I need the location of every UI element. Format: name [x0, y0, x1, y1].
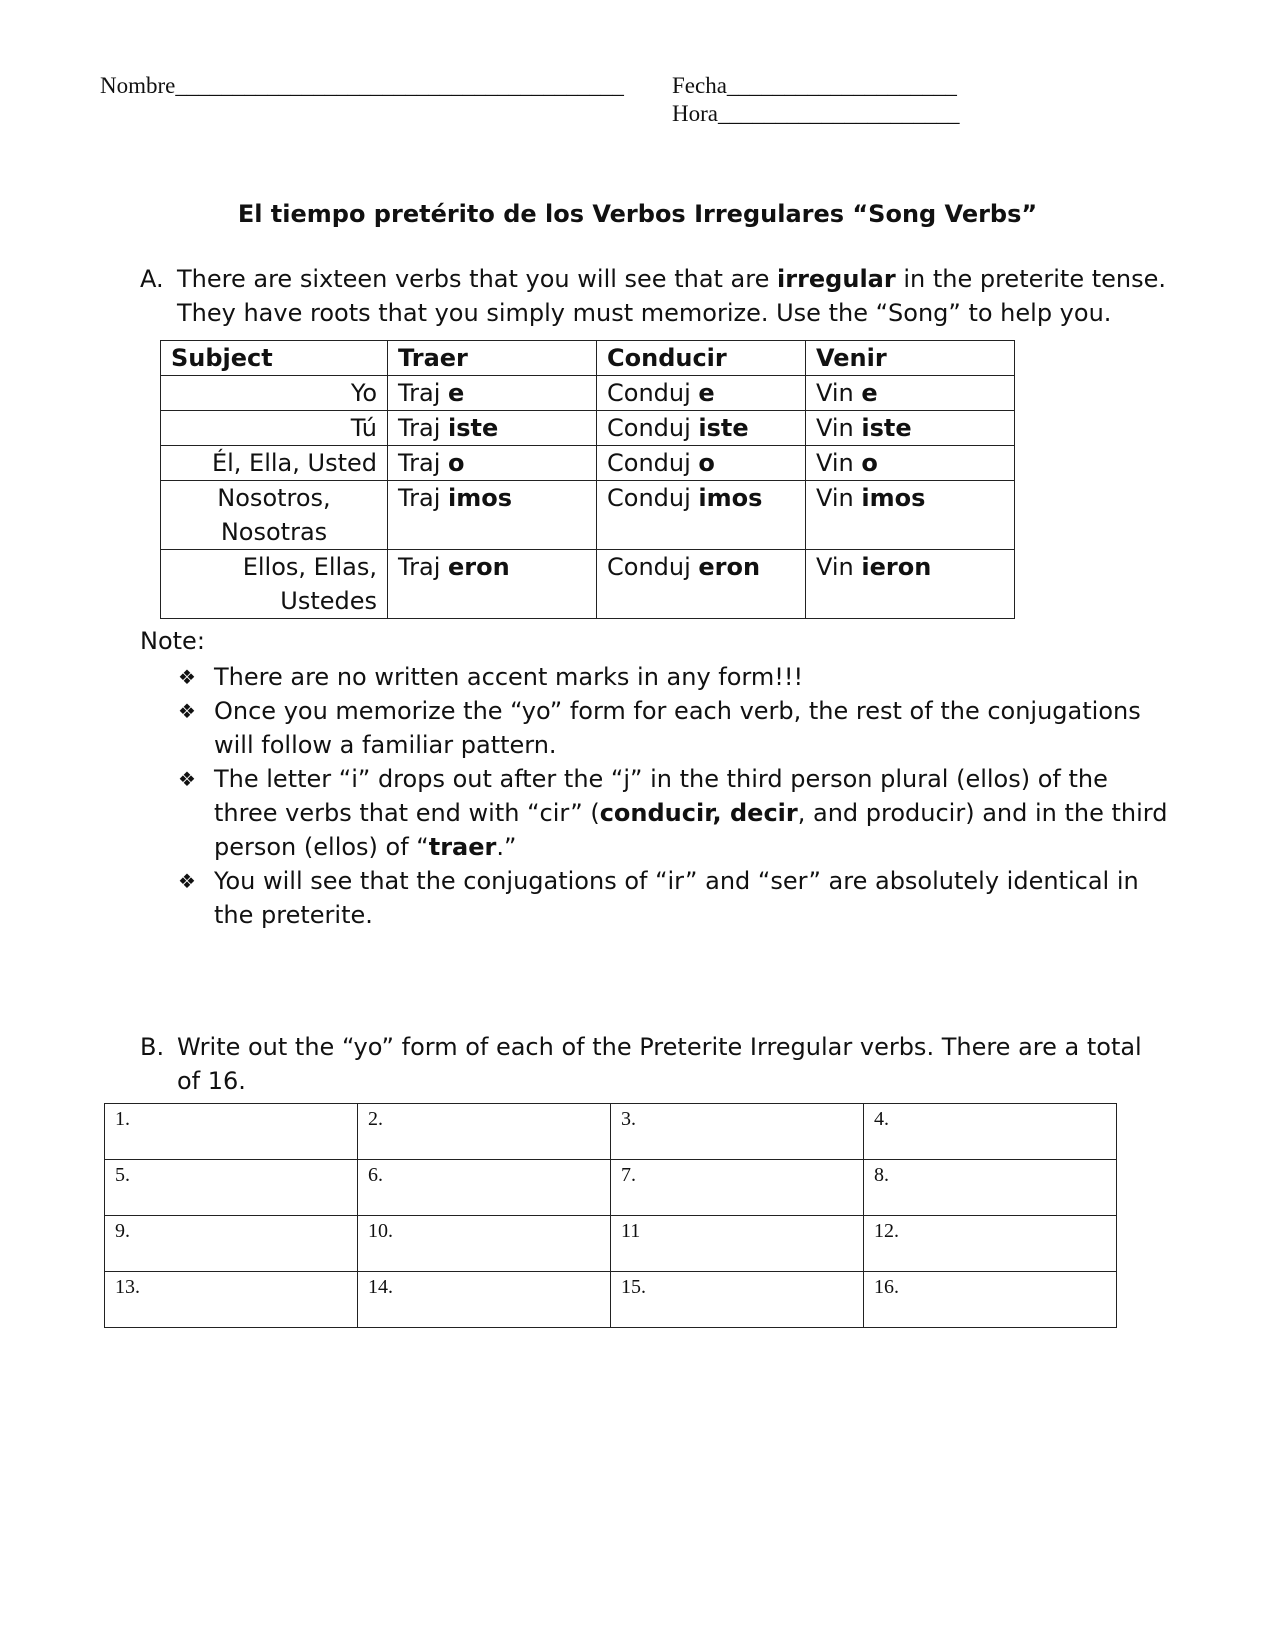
diamond-bullet-icon: ❖ — [178, 767, 196, 791]
section-b — [140, 1030, 1240, 1100]
table-row — [161, 411, 1015, 446]
header-subject: Subject — [161, 341, 388, 376]
list-item: ❖ Once you memorize the “yo” form for each verb, the rest of the conjugations will follow a familiar pattern. — [178, 694, 1178, 762]
section-a — [140, 262, 1166, 332]
conducir-cell: Conduj e — [597, 376, 806, 411]
answer-cell[interactable]: 3. — [611, 1104, 864, 1160]
fecha-line: ____________________ — [726, 73, 957, 98]
venir-cell: Vin iste — [806, 411, 1015, 446]
fecha-field[interactable] — [672, 72, 957, 100]
conducir-cell: Conduj imos — [597, 481, 806, 550]
venir-cell: Vin imos — [806, 481, 1015, 550]
hora-field[interactable] — [672, 100, 959, 128]
subject-cell: Él, Ella, Usted — [161, 446, 388, 481]
subject-cell: Ellos, Ellas, Ustedes — [161, 550, 388, 619]
note-label: Note: — [140, 627, 205, 655]
subject-cell: Nosotros, Nosotras — [161, 481, 388, 550]
table-row — [161, 550, 1015, 619]
hora-line: _____________________ — [717, 101, 960, 126]
answer-grid — [104, 1103, 1117, 1328]
list-item: ❖ The letter “i” drops out after the “j” in the third person plural (ellos) of the three verbs that end with “cir” (conducir, decir, and producir) and in the third person (ellos) of “traer.” — [178, 762, 1178, 864]
header-conducir: Conducir — [597, 341, 806, 376]
fecha-label: Fecha — [672, 73, 727, 98]
answer-cell[interactable]: 15. — [611, 1272, 864, 1328]
verb-conjugation-table — [160, 340, 1015, 619]
answer-cell[interactable]: 9. — [105, 1216, 358, 1272]
traer-cell: Traj o — [388, 446, 597, 481]
venir-cell: Vin ieron — [806, 550, 1015, 619]
answer-cell[interactable]: 11 — [611, 1216, 864, 1272]
answer-cell[interactable]: 8. — [864, 1160, 1117, 1216]
header-traer: Traer — [388, 341, 597, 376]
answer-cell[interactable]: 16. — [864, 1272, 1117, 1328]
page-title: El tiempo pretérito de los Verbos Irregulares “Song Verbs” — [237, 200, 1038, 228]
table-header-row — [161, 341, 1015, 376]
traer-cell: Traj eron — [388, 550, 597, 619]
answer-cell[interactable]: 10. — [358, 1216, 611, 1272]
diamond-bullet-icon: ❖ — [178, 699, 196, 723]
answer-cell[interactable]: 1. — [105, 1104, 358, 1160]
diamond-bullet-icon: ❖ — [178, 869, 196, 893]
section-a-line2: They have roots that you simply must memorize. Use the “Song” to help you. — [177, 299, 1112, 327]
table-row — [105, 1104, 1117, 1160]
list-item: ❖ You will see that the conjugations of “ir” and “ser” are absolutely identical in the preterite. — [178, 864, 1178, 932]
table-row — [161, 376, 1015, 411]
answer-cell[interactable]: 4. — [864, 1104, 1117, 1160]
header-venir: Venir — [806, 341, 1015, 376]
section-a-line1: There are sixteen verbs that you will see that are irregular in the preterite tense. — [177, 265, 1166, 293]
traer-cell: Traj imos — [388, 481, 597, 550]
nombre-label: Nombre — [100, 73, 176, 98]
table-row — [161, 446, 1015, 481]
nombre-field[interactable] — [100, 72, 624, 100]
section-a-label: A. — [140, 265, 164, 293]
answer-cell[interactable]: 13. — [105, 1272, 358, 1328]
answer-cell[interactable]: 14. — [358, 1272, 611, 1328]
answer-cell[interactable]: 6. — [358, 1160, 611, 1216]
answer-cell[interactable]: 2. — [358, 1104, 611, 1160]
conducir-cell: Conduj iste — [597, 411, 806, 446]
answer-cell[interactable]: 5. — [105, 1160, 358, 1216]
list-item: ❖ There are no written accent marks in any form!!! — [178, 660, 1178, 694]
hora-label: Hora — [672, 101, 718, 126]
subject-cell: Yo — [161, 376, 388, 411]
section-b-label: B. — [140, 1033, 165, 1061]
conducir-cell: Conduj eron — [597, 550, 806, 619]
answer-cell[interactable]: 7. — [611, 1160, 864, 1216]
venir-cell: Vin o — [806, 446, 1015, 481]
traer-cell: Traj e — [388, 376, 597, 411]
section-b-line2: of 16. — [177, 1067, 246, 1095]
table-row — [105, 1272, 1117, 1328]
venir-cell: Vin e — [806, 376, 1015, 411]
section-b-line1: Write out the “yo” form of each of the Preterite Irregular verbs. There are a total — [177, 1033, 1142, 1061]
traer-cell: Traj iste — [388, 411, 597, 446]
table-row — [105, 1160, 1117, 1216]
table-row — [161, 481, 1015, 550]
answer-cell[interactable]: 12. — [864, 1216, 1117, 1272]
subject-cell: Tú — [161, 411, 388, 446]
nombre-line: _______________________________________ — [175, 73, 624, 98]
table-row — [105, 1216, 1117, 1272]
conducir-cell: Conduj o — [597, 446, 806, 481]
note-bullet-list — [178, 660, 1178, 932]
diamond-bullet-icon: ❖ — [178, 665, 196, 689]
